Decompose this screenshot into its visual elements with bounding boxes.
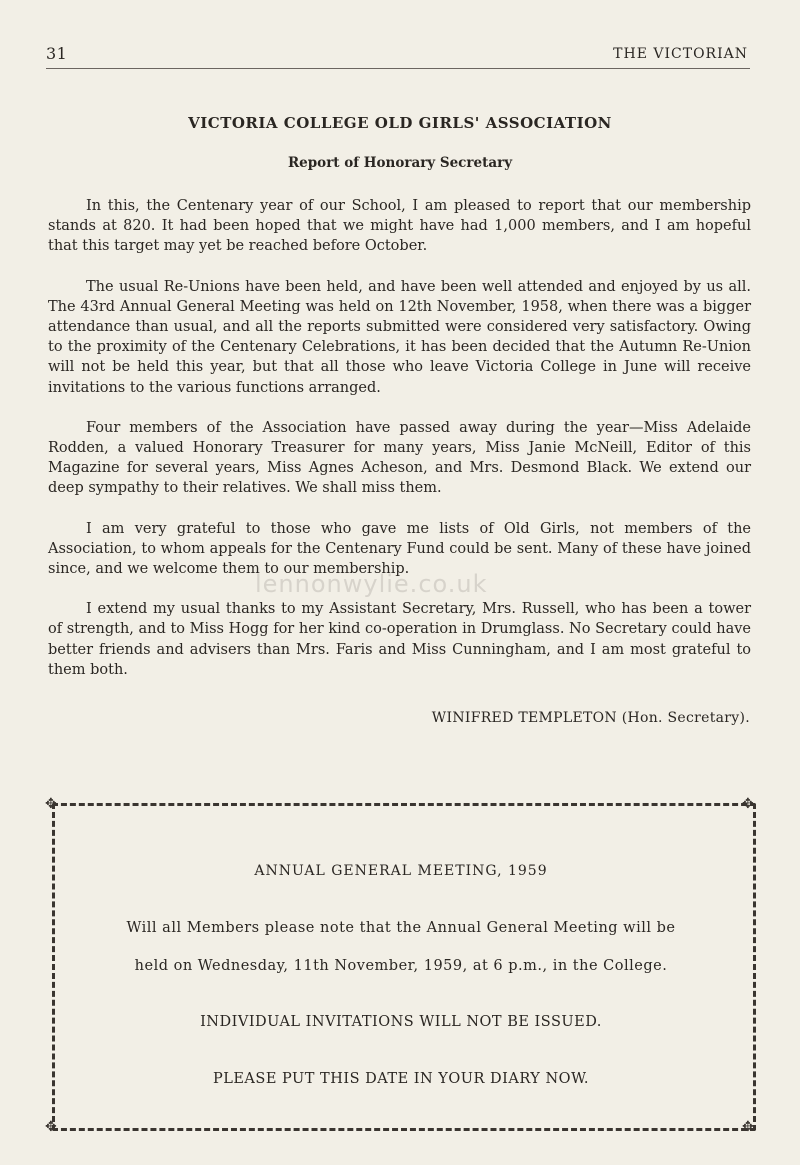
paragraph-4: I am very grateful to those who gave me lists of Old Girls, not members of the Association, to whom appeals for the Centenary Fund could be sent. Many of these have joined since, and we welcome them to our membership. bbox=[48, 520, 751, 578]
header-rule bbox=[46, 68, 750, 69]
corner-ornament-top-left: ✥ bbox=[45, 796, 57, 812]
corner-ornament-bottom-left: ✥ bbox=[45, 1119, 57, 1135]
notice-heading: ANNUAL GENERAL MEETING, 1959 bbox=[254, 863, 548, 879]
corner-ornament-top-right: ✥ bbox=[742, 796, 754, 812]
watermark: lennonwylie.co.uk bbox=[255, 570, 488, 598]
corner-ornament-bottom-right: ✥ bbox=[742, 1119, 754, 1135]
paragraph-2: The usual Re-Unions have been held, and have been well attended and enjoyed by us all. The 43rd Annual General Meeting was held on 12th November, 1958, when there was a bigger attendance than usual, and all the reports submitted were considered very satisfactory. Owing to the proximity of the Centenary Celebrations, it has been decided that the Autumn Re-Union will not be held this year, but that all those who leave Victoria College in June will receive invitations to the various functions arranged. bbox=[48, 278, 751, 396]
report-title: VICTORIA COLLEGE OLD GIRLS' ASSOCIATION bbox=[188, 114, 612, 132]
report-subtitle: Report of Honorary Secretary bbox=[287, 155, 513, 171]
report-body bbox=[48, 196, 751, 700]
notice-line-4: PLEASE PUT THIS DATE IN YOUR DIARY NOW. bbox=[212, 1071, 590, 1087]
running-head: THE VICTORIAN bbox=[613, 46, 748, 62]
paragraph-1: In this, the Centenary year of our School, I am pleased to report that our membership stands at 820. It had been hoped that we might have had 1,000 members, and I am hopeful that this target may yet be reached before October. bbox=[48, 198, 751, 255]
paragraph-3: Four members of the Association have passed away during the year—Miss Adelaide Rodden, a valued Honorary Treasurer for many years, Miss Janie McNeill, Editor of this Magazine for several years, Miss Agnes Acheson, and Mrs. Desmond Black. We extend our deep sympathy to their relatives. We shall miss them. bbox=[48, 419, 751, 497]
paragraph-5: I extend my usual thanks to my Assistant Secretary, Mrs. Russell, who has been a tower of strength, and to Miss Hogg for her kind co-operation in Drumglass. No Secretary could have better friends and advisers than Mrs. Faris and Miss Cunningham, and I am most grateful to them both. bbox=[48, 601, 751, 678]
signature: WINIFRED TEMPLETON (Hon. Secretary). bbox=[431, 710, 750, 726]
notice-line-3: INDIVIDUAL INVITATIONS WILL NOT BE ISSUED. bbox=[200, 1014, 602, 1030]
notice-line-2: held on Wednesday, 11th November, 1959, at 6 p.m., in the College. bbox=[134, 958, 668, 974]
page-number: 31 bbox=[46, 44, 68, 63]
notice-line-1: Will all Members please note that the Annual General Meeting will be bbox=[126, 920, 676, 936]
